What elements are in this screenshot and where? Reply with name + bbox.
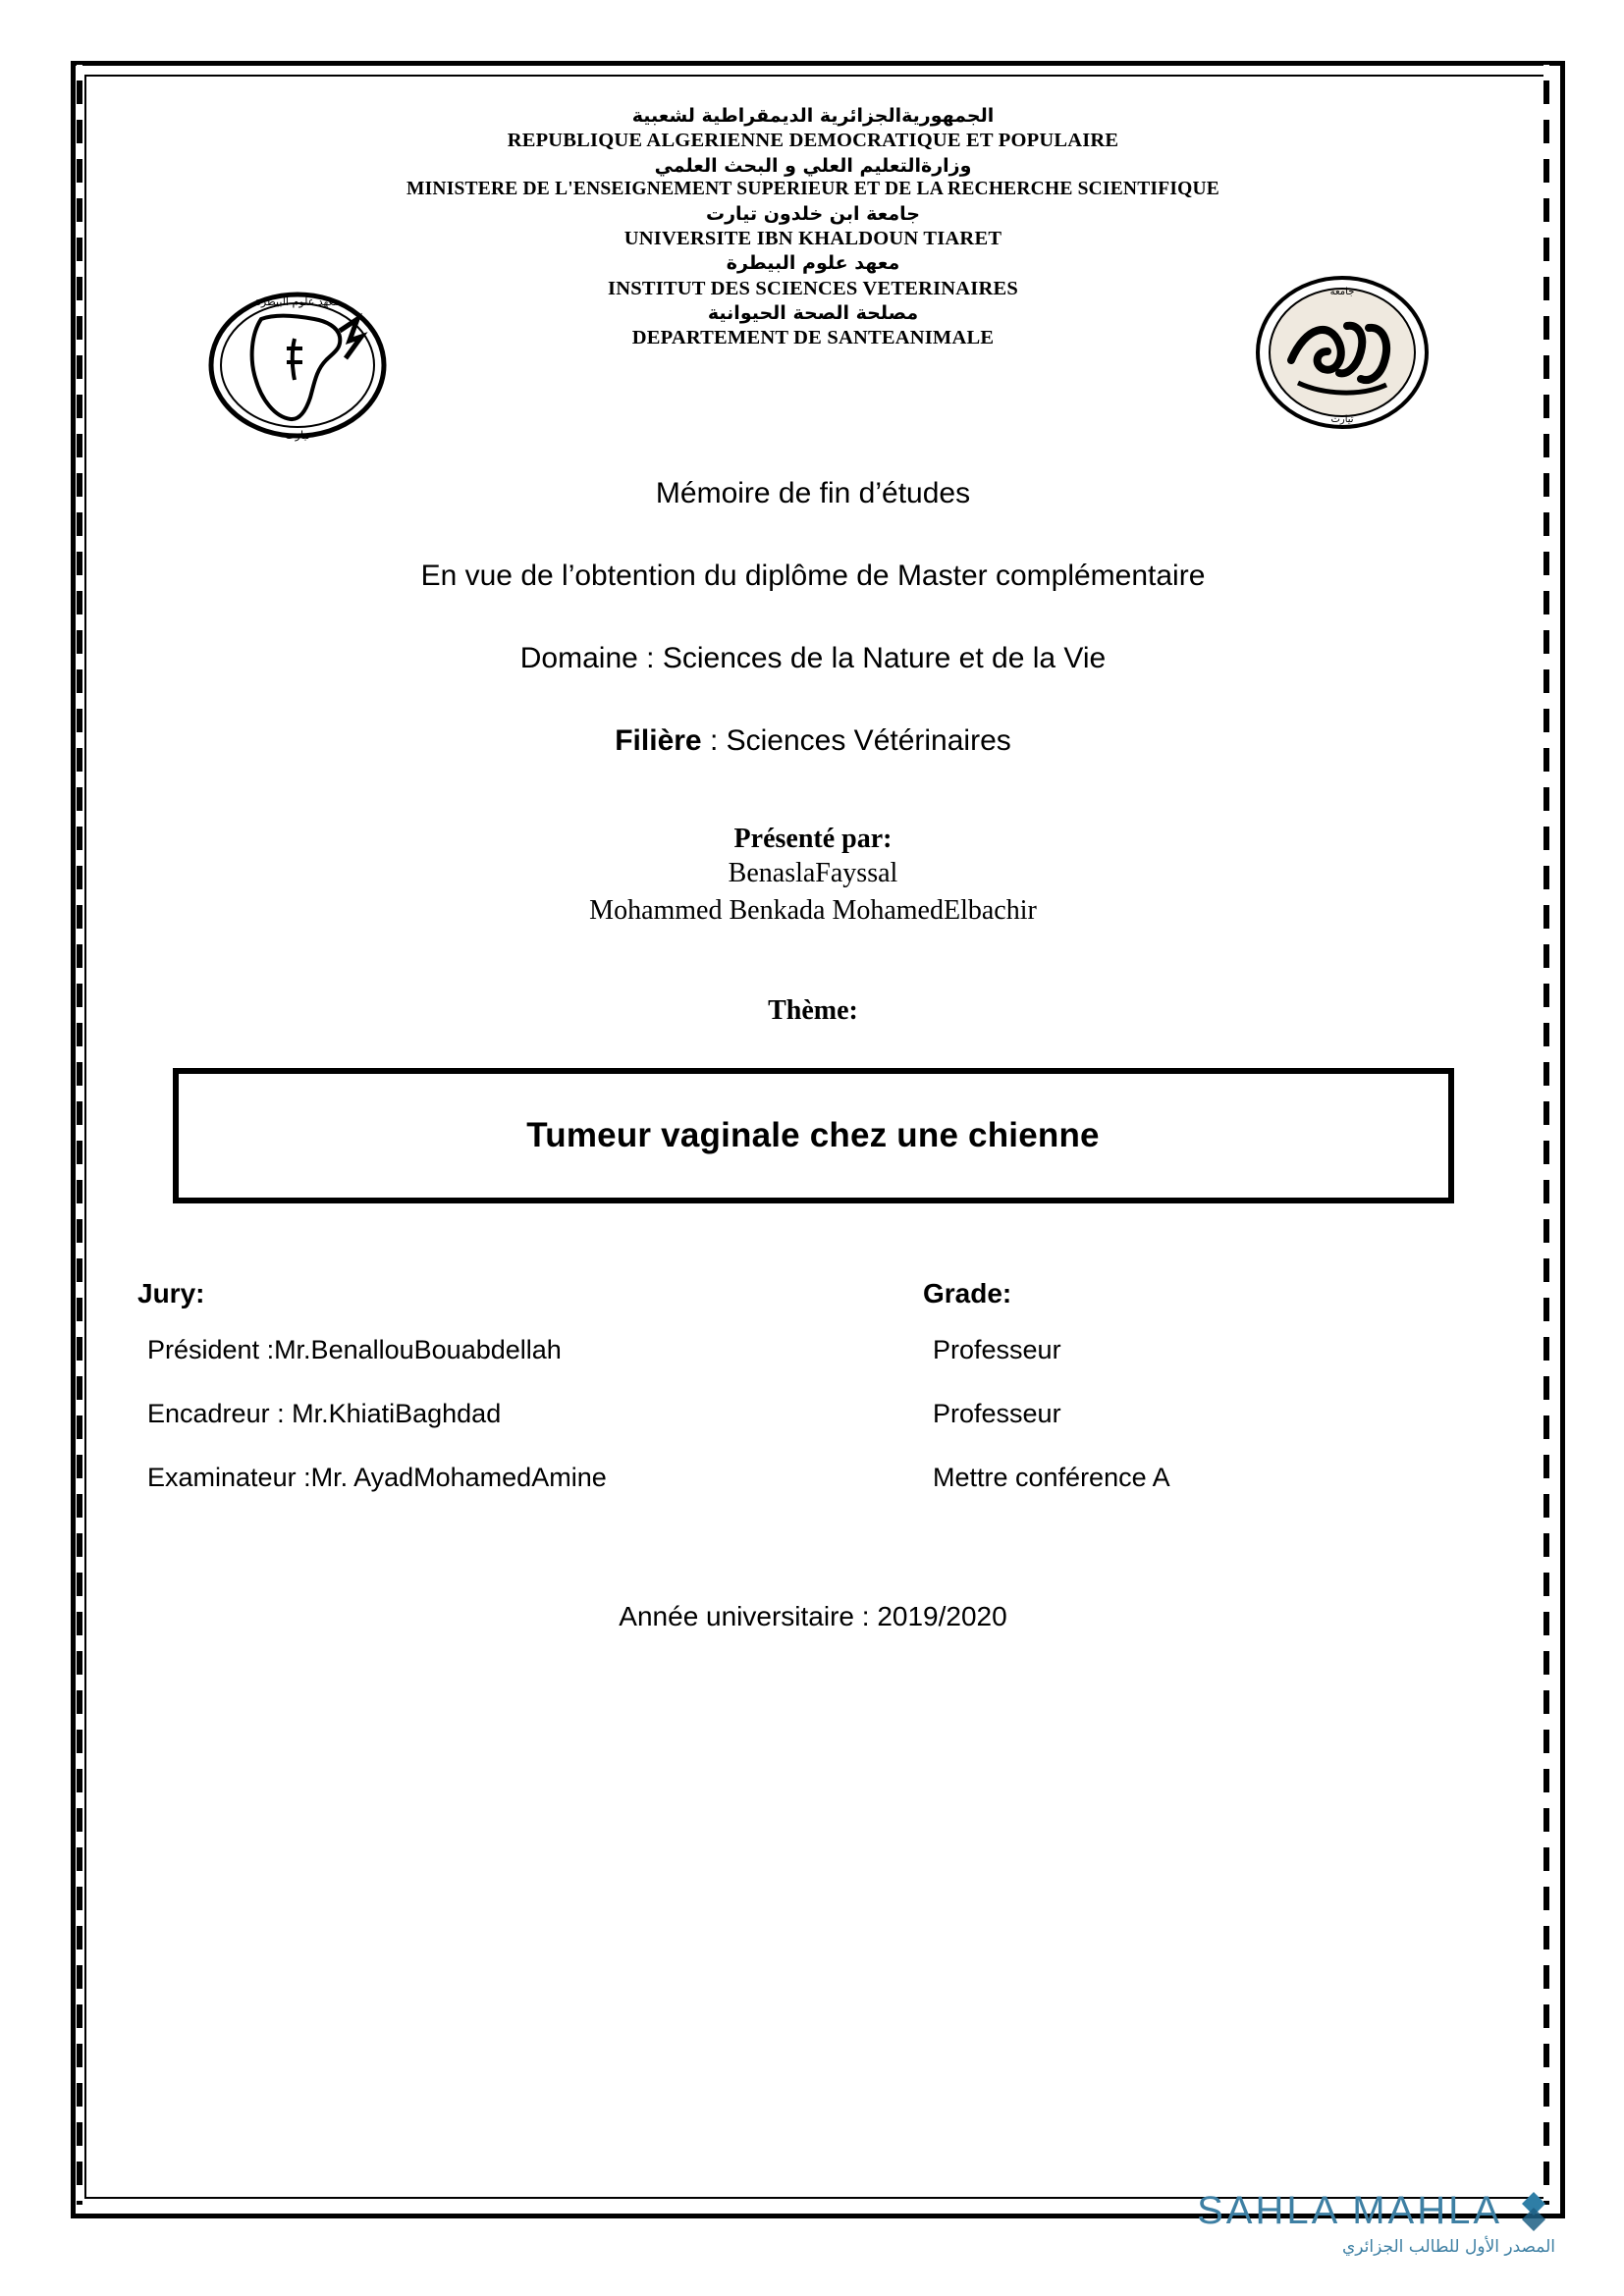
presented-by-label: Présenté par: bbox=[733, 824, 893, 855]
watermark-title: SAHLA MAHLA bbox=[1197, 2189, 1502, 2232]
table-row bbox=[137, 1335, 1489, 1365]
watermark-title-row bbox=[1197, 2189, 1555, 2233]
page-content bbox=[98, 88, 1528, 2181]
svg-text:معهد علوم البيطرة: معهد علوم البيطرة bbox=[255, 295, 340, 308]
filiere-label: Filière bbox=[615, 724, 702, 758]
header-line-ar-5: مصلحة الصحة الحيوانية bbox=[707, 301, 919, 324]
theme-label: Thème: bbox=[768, 995, 858, 1027]
title-block bbox=[98, 476, 1528, 1203]
jury-grade: Professeur bbox=[933, 1399, 1061, 1429]
watermark-subtitle: المصدر الأول للطالب الجزائري bbox=[1342, 2237, 1555, 2257]
filiere-value: : Sciences Vétérinaires bbox=[701, 724, 1011, 758]
academic-year: Année universitaire : 2019/2020 bbox=[619, 1601, 1007, 1632]
theme-title-box bbox=[173, 1068, 1454, 1203]
table-row bbox=[137, 1399, 1489, 1429]
jury-member: Président :Mr.BenallouBouabdellah bbox=[147, 1335, 562, 1365]
document-domain: Domaine : Sciences de la Nature et de la Vie bbox=[519, 642, 1107, 675]
svg-text:تيارت: تيارت bbox=[1330, 414, 1354, 425]
author-1: BenaslaFayssal bbox=[728, 858, 898, 889]
document-purpose: En vue de l’obtention du diplôme de Master complémentaire bbox=[420, 560, 1206, 593]
jury-member: Examinateur :Mr. AyadMohamedAmine bbox=[147, 1463, 607, 1493]
svg-text:جامعة: جامعة bbox=[1329, 287, 1355, 297]
document-filiere bbox=[98, 723, 1528, 759]
header-line-ar-2: وزارةالتعليم العلي و البحث العلمي bbox=[654, 154, 972, 177]
jury-header-row bbox=[137, 1278, 1489, 1309]
institut-veterinaire-logo bbox=[192, 280, 404, 452]
jury-member: Encadreur : Mr.KhiatiBaghdad bbox=[147, 1399, 502, 1429]
svg-text:تيارت: تيارت bbox=[285, 429, 310, 442]
header-line-fr-4: INSTITUT DES SCIENCES VETERINAIRES bbox=[608, 277, 1018, 299]
header-line-fr-2: MINISTERE DE L'ENSEIGNEMENT SUPERIEUR ET DE LA RECHERCHE SCIENTIFIQUE bbox=[406, 178, 1219, 199]
document-type: Mémoire de fin d’études bbox=[655, 477, 971, 510]
author-2: Mohammed Benkada MohamedElbachir bbox=[589, 894, 1037, 926]
jury-header-label: Jury: bbox=[137, 1278, 205, 1309]
jury-grade: Mettre conférence A bbox=[933, 1463, 1170, 1493]
page-border-right-pattern bbox=[1543, 65, 1549, 2205]
jury-section bbox=[98, 1278, 1528, 1493]
grade-header-label: Grade: bbox=[923, 1278, 1012, 1309]
universite-ibn-khaldoun-logo bbox=[1237, 267, 1448, 439]
header-line-ar-3: جامعة ابن خلدون تيارت bbox=[706, 202, 920, 225]
watermark bbox=[1197, 2189, 1555, 2257]
jury-grade: Professeur bbox=[933, 1335, 1061, 1365]
sahla-mahla-logo-icon bbox=[1512, 2190, 1555, 2233]
page-border-left-pattern bbox=[77, 65, 82, 2205]
header-line-fr-3: UNIVERSITE IBN KHALDOUN TIARET bbox=[623, 228, 1002, 250]
table-row bbox=[137, 1463, 1489, 1493]
header-line-ar-1: الجمهوريةالجزائرية الديمقراطية لشعبية bbox=[631, 105, 995, 127]
header-line-fr-1: REPUBLIQUE ALGERIENNE DEMOCRATIQUE ET POPULAIRE bbox=[507, 130, 1119, 152]
header-line-fr-5: DEPARTEMENT DE SANTEANIMALE bbox=[631, 327, 995, 349]
header-line-ar-4: معهد علوم البيطرة bbox=[726, 252, 900, 275]
theme-title: Tumeur vaginale chez une chienne bbox=[526, 1116, 1100, 1155]
